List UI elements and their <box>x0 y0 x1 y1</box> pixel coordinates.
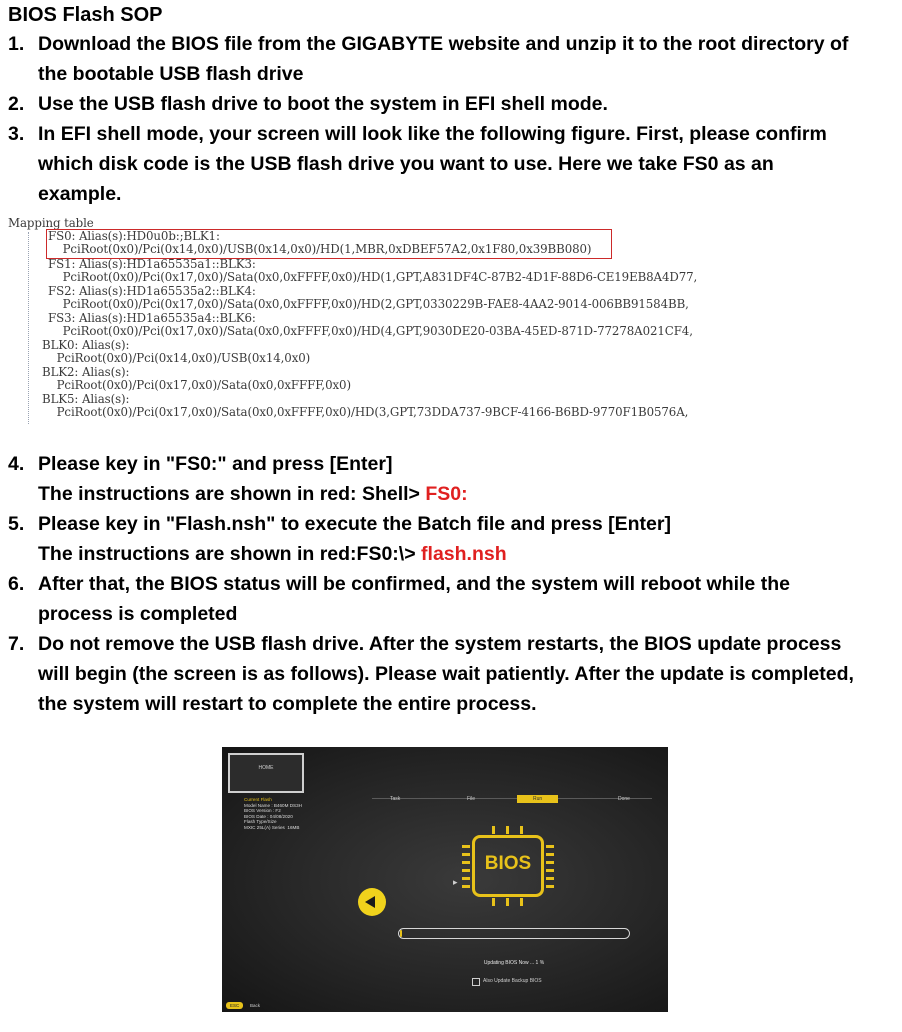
progress-fill <box>400 930 402 937</box>
info-line: Model Name : B460M DS3H <box>244 802 302 808</box>
chip-pin <box>462 869 470 872</box>
mapping-table-header: Mapping table <box>8 216 94 230</box>
step-text: Download the BIOS file from the GIGABYTE website and unzip it to the root directory of <box>38 33 849 55</box>
chip-pin <box>546 877 554 880</box>
chip-pin <box>546 845 554 848</box>
chip-pin <box>462 885 470 888</box>
step-7 <box>8 629 888 719</box>
chip-pin <box>546 853 554 856</box>
mapping-line: FS1: Alias(s):HD1a65535a1::BLK3: <box>48 257 256 271</box>
step-4 <box>8 449 888 509</box>
info-header: Current Flash <box>244 797 272 802</box>
thumbnail-label: HOME <box>258 765 274 771</box>
chip-pin <box>462 853 470 856</box>
step-text: After that, the BIOS status will be confirmed, and the system will reboot while the <box>38 573 790 595</box>
info-line: BIOS Date : 04/08/2020 <box>244 813 293 819</box>
chip-pin <box>492 826 495 834</box>
backup-bios-checkbox[interactable] <box>472 978 480 986</box>
mapping-line: PciRoot(0x0)/Pci(0x17,0x0)/Sata(0x0,0xFFFF,0x0)/HD(3,GPT,73DDA737-9BCF-4166-B6BD-9770F1B0576A, <box>42 405 689 419</box>
step-number: 2. <box>8 93 25 115</box>
chip-pin <box>546 861 554 864</box>
chip-pin <box>520 826 523 834</box>
tab-file: File <box>467 796 476 802</box>
home-thumbnail <box>228 753 304 793</box>
step-number: 3. <box>8 123 25 145</box>
chip-pin <box>462 877 470 880</box>
backup-bios-label: Also Update Backup BIOS <box>483 978 542 984</box>
chip-pin <box>546 869 554 872</box>
info-line: MXIC 25L(A) Series 16MB <box>244 824 300 830</box>
step-text: the system will restart to complete the entire process. <box>38 693 537 715</box>
step-number: 7. <box>8 633 25 655</box>
step-6 <box>8 569 888 629</box>
step-text: Please key in "FS0:" and press [Enter] <box>38 453 393 475</box>
step-text: which disk code is the USB flash drive you want to use. Here we take FS0 as an <box>38 153 774 175</box>
mouse-cursor-icon: ▸ <box>453 877 458 887</box>
mapping-line: FS3: Alias(s):HD1a65535a4::BLK6: <box>48 311 256 325</box>
step-text: will begin (the screen is as follows). Please wait patiently. After the update is completed, <box>38 663 854 685</box>
tab-task: Task <box>390 796 401 802</box>
mapping-line: FS2: Alias(s):HD1a65535a2::BLK4: <box>48 284 256 298</box>
chip-pin <box>546 885 554 888</box>
step-text: example. <box>38 183 122 205</box>
chip-pin <box>506 826 509 834</box>
instruction-prefix: The instructions are shown in red:FS0:\> <box>38 543 422 565</box>
mapping-line: PciRoot(0x0)/Pci(0x17,0x0)/Sata(0x0,0xFFFF,0x0)/HD(1,GPT,A831DF4C-87B2-4D1F-88D6-CE19EB8A4D77, <box>48 270 698 284</box>
step-text: In EFI shell mode, your screen will look like the following figure. First, please confirm <box>38 123 827 145</box>
tab-done: Done <box>618 796 630 802</box>
mapping-line: BLK5: Alias(s): <box>42 392 130 406</box>
command-text: FS0: <box>425 483 468 505</box>
mapping-line: FS0: Alias(s):HD0u0b:;BLK1: <box>48 229 220 243</box>
info-line: Flash Type/Size <box>244 819 277 825</box>
fs0-highlight-box <box>46 229 612 259</box>
tree-guide-line <box>28 232 29 424</box>
mapping-line: PciRoot(0x0)/Pci(0x17,0x0)/Sata(0x0,0xFFFF,0x0)/HD(2,GPT,0330229B-FAE8-4AA2-9014-006BB91584BB, <box>48 297 689 311</box>
command-text: flash.nsh <box>421 543 507 565</box>
step-5 <box>8 509 888 569</box>
step-text: Use the USB flash drive to boot the system in EFI shell mode. <box>38 93 608 115</box>
mapping-line: BLK2: Alias(s): <box>42 365 130 379</box>
current-flash-info <box>244 797 302 831</box>
mapping-line: PciRoot(0x0)/Pci(0x14,0x0)/USB(0x14,0x0)/HD(1,MBR,0xDBEF57A2,0x1F80,0x39BB080) <box>48 242 592 256</box>
step-text: process is completed <box>38 603 238 625</box>
mapping-line: PciRoot(0x0)/Pci(0x17,0x0)/Sata(0x0,0xFFFF,0x0) <box>42 378 351 392</box>
chip-pin <box>492 898 495 906</box>
tab-run: Run <box>517 795 558 803</box>
esc-back-label: Back <box>250 1003 261 1008</box>
step-text: Please key in "Flash.nsh" to execute the Batch file and press [Enter] <box>38 513 671 535</box>
page-title: BIOS Flash SOP <box>8 4 163 26</box>
step-number: 5. <box>8 513 25 535</box>
esc-key-badge[interactable]: ESC <box>226 1002 243 1009</box>
step-instruction <box>38 479 888 509</box>
chip-pin <box>506 898 509 906</box>
efi-mapping-table-screenshot <box>6 216 712 428</box>
step-2 <box>8 89 888 119</box>
step-number: 1. <box>8 33 25 55</box>
chip-label: BIOS <box>484 853 532 874</box>
mapping-line: PciRoot(0x0)/Pci(0x17,0x0)/Sata(0x0,0xFFFF,0x0)/HD(4,GPT,9030DE20-03BA-45ED-871D-77278A021CF4, <box>48 324 693 338</box>
chip-pin <box>462 845 470 848</box>
mapping-line: BLK0: Alias(s): <box>42 338 130 352</box>
bios-chip-icon <box>472 835 544 897</box>
update-progress-bar <box>398 928 630 939</box>
step-instruction <box>38 539 888 569</box>
instruction-prefix: The instructions are shown in red: Shell> <box>38 483 426 505</box>
step-number: 6. <box>8 573 25 595</box>
bios-update-screen-photo <box>222 747 668 1012</box>
step-text: Do not remove the USB flash drive. After the system restarts, the BIOS update process <box>38 633 842 655</box>
update-status-text: Updating BIOS Now ... 1 % <box>483 960 545 966</box>
progress-steps-bar <box>372 798 652 799</box>
step-3 <box>8 119 888 209</box>
step-1 <box>8 29 888 89</box>
mapping-line: PciRoot(0x0)/Pci(0x14,0x0)/USB(0x14,0x0) <box>42 351 311 365</box>
chip-pin <box>520 898 523 906</box>
info-line: BIOS Version : F2 <box>244 808 281 814</box>
step-text: the bootable USB flash drive <box>38 63 304 85</box>
back-arrow-icon[interactable] <box>358 888 386 916</box>
step-number: 4. <box>8 453 25 475</box>
chip-pin <box>462 861 470 864</box>
